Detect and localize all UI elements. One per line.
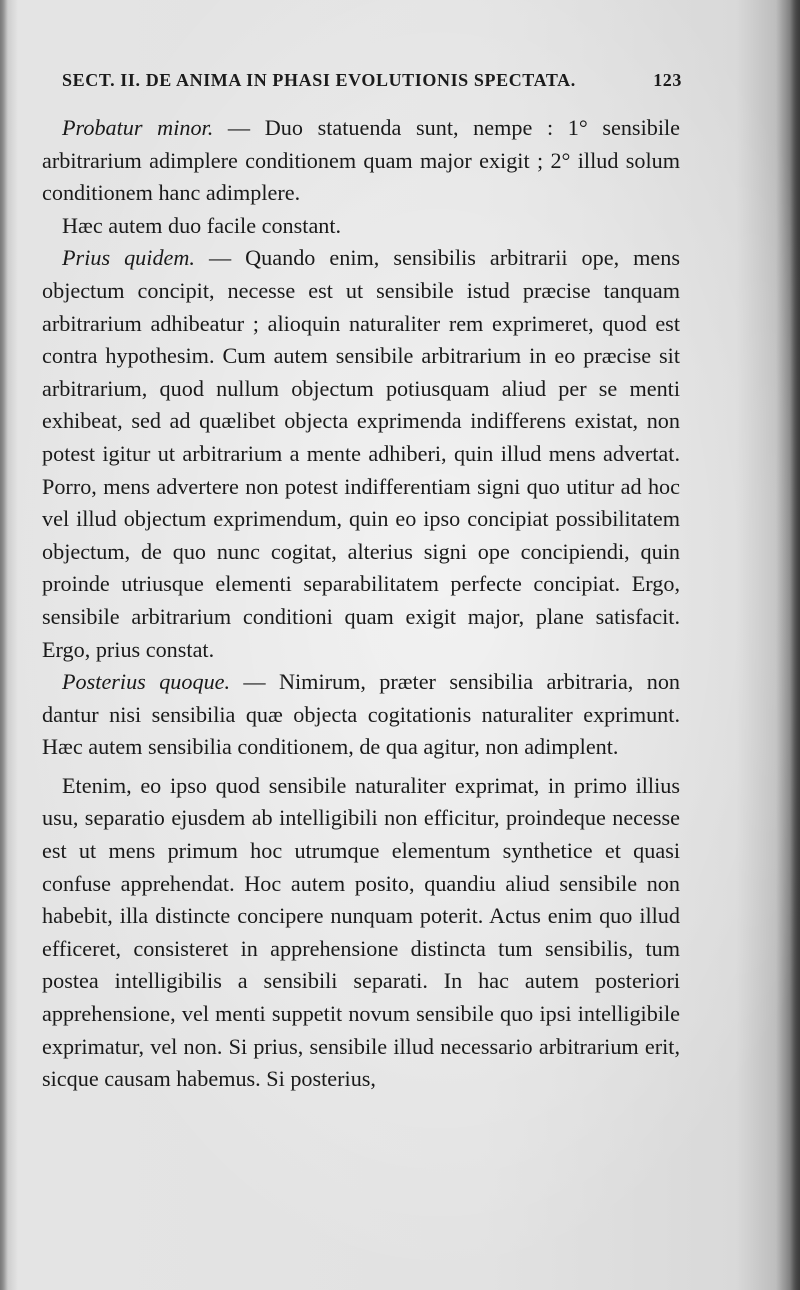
paragraph-lead: Prius quidem. <box>62 245 195 271</box>
body-text <box>42 112 680 1096</box>
paragraph-haec-autem <box>42 210 680 243</box>
gutter-shadow <box>0 0 8 1290</box>
paragraph-etenim <box>42 770 680 1096</box>
paragraph-prius-quidem <box>42 242 680 666</box>
paragraph-text: — Nimirum, præter sensibilia arbitraria, non dantur nisi sensibilia quæ objecta cogitationis naturaliter exprimunt. Hæc autem sensibilia conditionem, de qua agitur, non adimplent. <box>42 669 681 760</box>
paragraph-text: Etenim, eo ipso quod sensibile naturaliter exprimat, in primo illius usu, separatio ejusdem ab intelligibili non efficitur, proindeque necesse est ut mens primum hoc utrumque elementum synthetice et quasi confuse apprehendat. Hoc autem posito, quandiu aliud sensibile non habebit, illa distincte concipere nunquam poterit. Actus enim quo illud efficeret, consisteret in apprehensione distincta tum sensibilis, tum postea intelligibilis a sensibili separati. In hac autem posteriori apprehensione, vel menti suppetit novum sensibile quo ipsi intelligibile exprimatur, vel non. Si prius, sensibile illud necessario arbitrarium erit, sicque causam habemus. Si posterius, <box>42 772 680 1092</box>
running-head-title: SECT. II. DE ANIMA IN PHASI EVOLUTIONIS SPECTATA. <box>62 70 576 90</box>
paragraph-posterius-quoque <box>42 666 680 764</box>
paragraph-text: — Quando enim, sensibilis arbitrarii ope, mens objectum concipit, necesse est ut sensibile istud præcise tanquam arbitrarium adhibeatur ; alioquin naturaliter rem exprimeret, quod est contra hypothesim. Cum autem sensibile arbitrarium in eo præcise sit arbitrarium, quod nullum objectum potiusquam aliud per se menti exhibeat, sed ad quælibet objecta exprimenda indifferens existat, non potest igitur ut arbitrarium a mente adhiberi, quin illud mens advertat. Porro, mens advertere non potest indifferentiam signi quo utitur ad hoc vel illud objectum exprimendum, quin eo ipso concipiat possibilitatem objectum, de quo nunc cogitat, alterius signi ope concipiendi, quin proinde utriusque elementi separabilitatem perfecte concipiat. Ergo, sensibile arbitrarium conditioni quam exigit major, plane satisfacit. Ergo, prius constat. <box>42 245 680 662</box>
paragraph-lead: Probatur minor. <box>62 115 214 140</box>
paragraph-probatur-minor <box>42 112 680 210</box>
running-head <box>62 70 682 91</box>
paragraph-lead: Posterius quoque. <box>62 669 231 695</box>
paragraph-text: Hæc autem duo facile constant. <box>62 212 342 238</box>
paragraph-text: — Duo statuenda sunt, nempe : 1° sensibile arbitrarium adimplere conditionem quam major exigit ; 2° illud solum conditionem hanc adimplere. <box>42 115 681 206</box>
page-edge-shadow <box>790 0 800 1290</box>
page-number: 123 <box>653 70 682 90</box>
